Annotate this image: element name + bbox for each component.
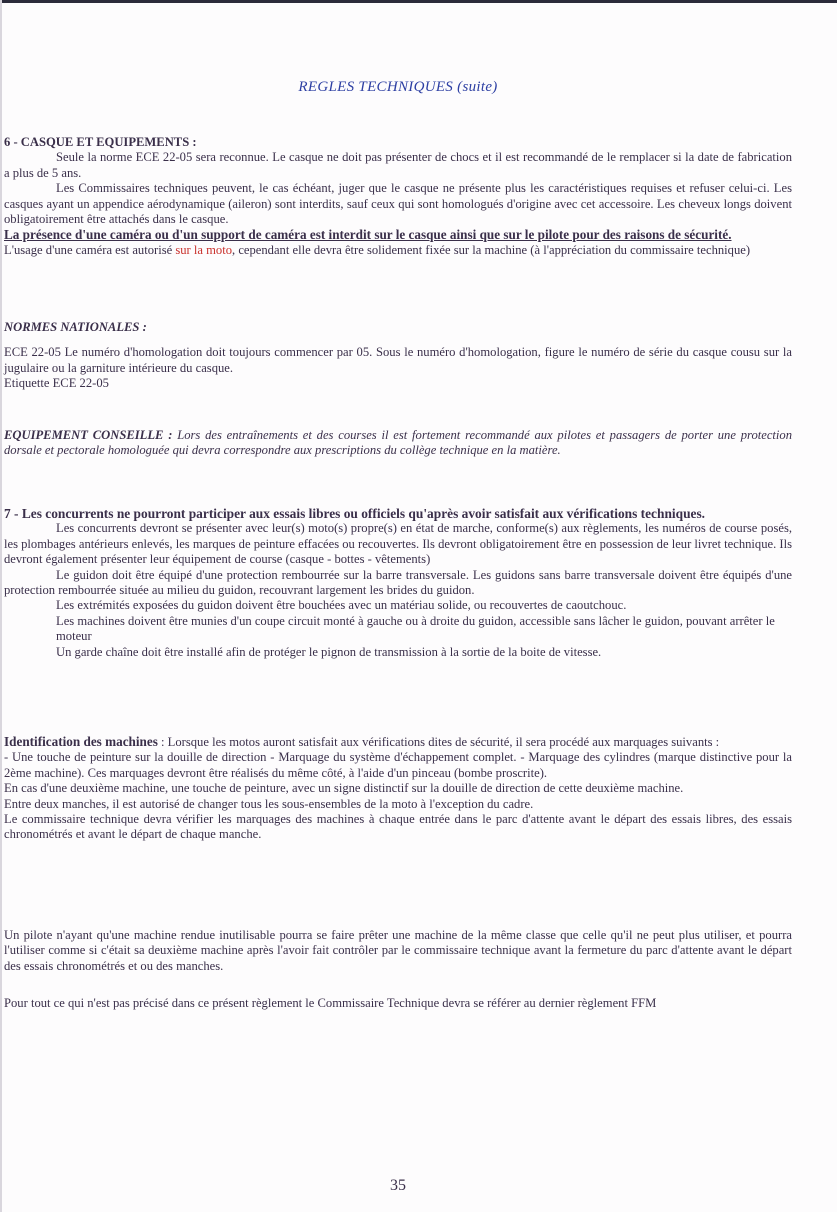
page-number: 35	[390, 1177, 406, 1194]
section-6-paragraph-2: Les Commissaires techniques peuvent, le cas échéant, juger que le casque ne présente plus les caractéristiques requises et refuser celui-ci. Les casques ayant un appendice aérodynamique (aileron) sont interdits, sauf ceux qui sont homologués d'origine avec cet accessoire. Les cheveux longs doivent obligatoirement être attachés dans le casque.	[4, 181, 792, 227]
section-7-paragraph-4: Les machines doivent être munies d'un coupe circuit monté à gauche ou à droite du guidon, accessible sans lâcher le guidon, pouvant arrêter le moteur	[56, 613, 775, 644]
identification-heading: Identification des machines	[4, 734, 158, 749]
page-title: REGLES TECHNIQUES (suite)	[298, 79, 498, 95]
section-7-heading: 7 - Les concurrents ne pourront participer aux essais libres ou officiels qu'après avoir satisfait aux vérifications techniques.	[4, 506, 706, 521]
final-paragraph: Pour tout ce qui n'est pas précisé dans ce présent règlement le Commissaire Technique devra se référer au dernier règlement FFM	[4, 996, 657, 1010]
section-7-paragraph-1: Les concurrents devront se présenter avec leur(s) moto(s) propre(s) en état de marche, conforme(s) aux règlements, les numéros de course posés, les plombages antérieurs enlevés, les marques de peinture effacées ou recouvertes. Ils devront obligatoirement être en possession de leur livret technique. Ils devront également présenter leur équipement de course (casque - bottes - vêtements)	[4, 521, 793, 567]
equipement-conseille	[4, 428, 792, 459]
section-7-paragraph-5: Un garde chaîne doit être installé afin de protéger le pignon de transmission à la sortie de la boite de vitesse.	[56, 644, 602, 659]
camera-usage-paragraph	[4, 243, 792, 258]
camera-usage-highlight: sur la moto	[175, 242, 233, 257]
camera-usage-text-a: L'usage d'une caméra est autorisé	[4, 242, 176, 257]
identification-intro-text: : Lorsque les motos auront satisfait aux vérifications dites de sécurité, il sera procédé aux marquages suivants :	[157, 735, 720, 749]
identification-paragraph-4: Le commissaire technique devra vérifier les marquages des machines à chaque entrée dans le parc d'attente avant le départ des essais libres, des essais chronométrés et avant le départ de chaque manche.	[4, 812, 792, 842]
normes-nationales	[4, 320, 792, 392]
camera-warning: La présence d'une caméra ou d'un support de caméra est interdit sur le casque ainsi que sur le pilote pour des raisons de sécurité.	[4, 227, 732, 243]
identification-paragraph-2: En cas d'une deuxième machine, une touche de peinture, avec un signe distinctif sur la douille de direction de cette deuxième machine.	[4, 781, 684, 796]
section-7-paragraph-2: Le guidon doit être équipé d'une protection rembourrée sur la barre transversale. Les guidons sans barre transversale doivent être équipés d'une protection rembourrée située au milieu du guidon, recouvrant largement les brides du guidon.	[4, 567, 792, 598]
identification-list: - Une touche de peinture sur la douille de direction - Marquage du système d'échappement complet. - Marquage des cylindres (marque distinctive pour la 2ème machine). Ces marquages devront être réalisés du même côté, à l'aide d'un pinceau (bombe proscrite).	[4, 750, 792, 780]
section-6-heading: 6 - CASQUE ET EQUIPEMENTS :	[4, 135, 197, 149]
normes-heading: NORMES NATIONALES :	[4, 320, 147, 334]
identification-intro	[4, 734, 792, 750]
pilote-paragraph: Un pilote n'ayant qu'une machine rendue inutilisable pourra se faire prêter une machine de la même classe que celle qu'il ne peut plus utiliser, et pourra l'utiliser comme si c'était sa deuxième machine après l'avoir fait contrôler par le commissaire technique avant la fermeture du parc d'attente avant le départ des essais chronométrés et ou des manches.	[4, 928, 792, 973]
normes-etiquette: Etiquette ECE 22-05	[4, 376, 109, 391]
section-7	[4, 506, 792, 660]
page-top-border	[0, 0, 837, 3]
identification-machines	[4, 734, 792, 843]
camera-usage-text-b: , cependant elle devra être solidement fixée sur la machine (à l'appréciation du commissaire technique)	[232, 242, 751, 257]
equipement-heading: EQUIPEMENT CONSEILLE :	[4, 428, 173, 442]
page-left-edge	[0, 0, 2, 1212]
section-6-paragraph-1: Seule la norme ECE 22-05 sera reconnue. Le casque ne doit pas présenter de chocs et il est recommandé de le remplacer si la date de fabrication a plus de 5 ans.	[4, 150, 792, 180]
normes-text: ECE 22-05 Le numéro d'homologation doit toujours commencer par 05. Sous le numéro d'homologation, figure le numéro de série du casque cousu sur la jugulaire ou la garniture intérieure du casque.	[4, 345, 792, 375]
section-7-paragraph-3: Les extrémités exposées du guidon doivent être bouchées avec un matériau solide, ou recouvertes de caoutchouc.	[56, 598, 627, 613]
identification-paragraph-3: Entre deux manches, il est autorisé de changer tous les sous-ensembles de la moto à l'exception du cadre.	[4, 796, 534, 811]
section-6	[4, 135, 792, 258]
equipement-text: Lors des entraînements et des courses il est fortement recommandé aux pilotes et passagers de porter une protection dorsale et pectorale homologuée qui devra correspondre aux prescriptions du collège technique en la matière.	[4, 428, 793, 458]
